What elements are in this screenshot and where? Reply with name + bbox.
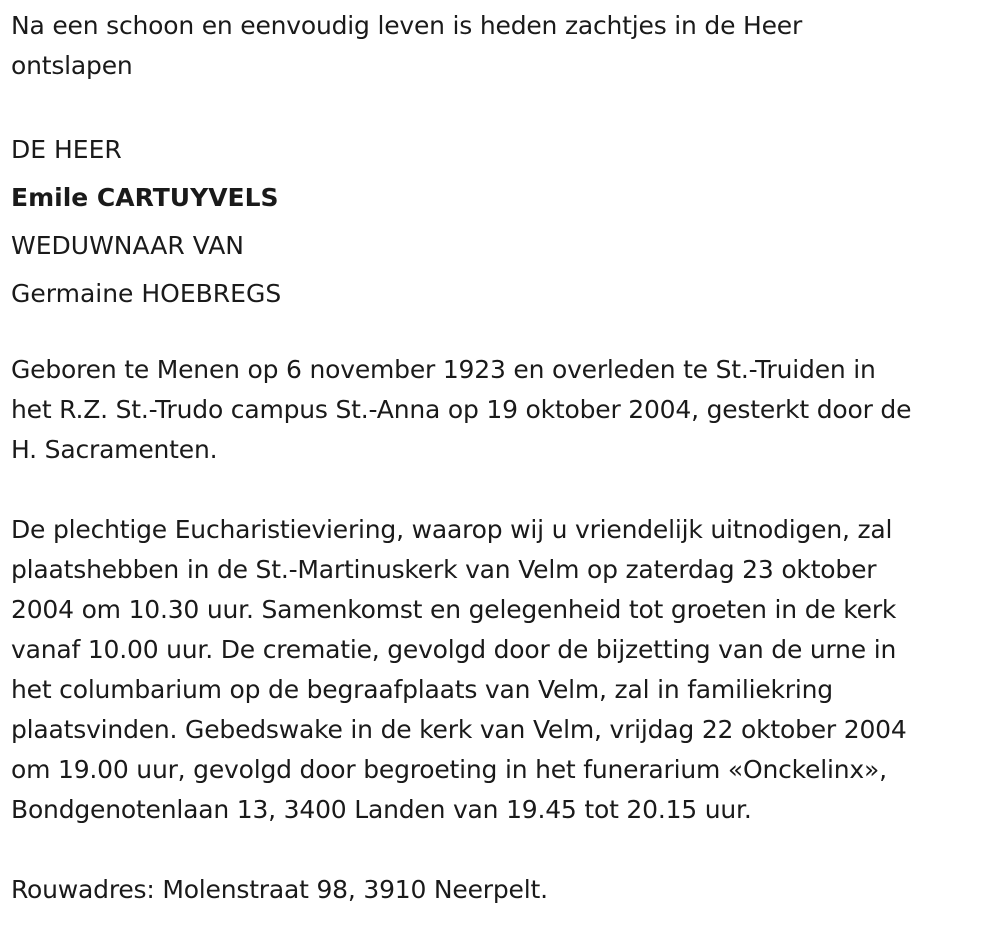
- intro-paragraph: [11, 6, 996, 86]
- relation-label: WEDUWNAAR VAN: [11, 231, 245, 260]
- ceremony-line: plaatshebben in de St.-Martinuskerk van Velm op zaterdag 23 oktober: [11, 555, 877, 584]
- ceremony-line: 2004 om 10.30 uur. Samenkomst en gelegenheid tot groeten in de kerk: [11, 595, 897, 624]
- intro-line: ontslapen: [11, 51, 133, 80]
- mourning-address: Rouwadres: Molenstraat 98, 3910 Neerpelt.: [11, 875, 548, 904]
- ceremony-line: plaatsvinden. Gebedswake in de kerk van Velm, vrijdag 22 oktober 2004: [11, 715, 907, 744]
- ceremony-line: vanaf 10.00 uur. De crematie, gevolgd door de bijzetting van de urne in: [11, 635, 897, 664]
- birth-death-line: Geboren te Menen op 6 november 1923 en overleden te St.-Truiden in: [11, 355, 876, 384]
- obituary-document: [11, 6, 996, 910]
- ceremony-line: het columbarium op de begraafplaats van Velm, zal in familiekring: [11, 675, 833, 704]
- ceremony-line: om 19.00 uur, gevolgd door begroeting in het funerarium «Onckelinx»,: [11, 755, 887, 784]
- birth-death-paragraph: [11, 350, 996, 470]
- ceremony-paragraph: [11, 510, 996, 830]
- ceremony-line: Bondgenotenlaan 13, 3400 Landen van 19.45 tot 20.15 uur.: [11, 795, 752, 824]
- birth-death-line: H. Sacramenten.: [11, 435, 218, 464]
- honorific: DE HEER: [11, 135, 122, 164]
- birth-death-line: het R.Z. St.-Trudo campus St.-Anna op 19 oktober 2004, gesterkt door de: [11, 395, 912, 424]
- intro-line: Na een schoon en eenvoudig leven is heden zachtjes in de Heer: [11, 11, 803, 40]
- spouse-name: Germaine HOEBREGS: [11, 279, 282, 308]
- deceased-name: Emile CARTUYVELS: [11, 183, 279, 212]
- deceased-block: [11, 126, 996, 318]
- ceremony-line: De plechtige Eucharistieviering, waarop wij u vriendelijk uitnodigen, zal: [11, 515, 893, 544]
